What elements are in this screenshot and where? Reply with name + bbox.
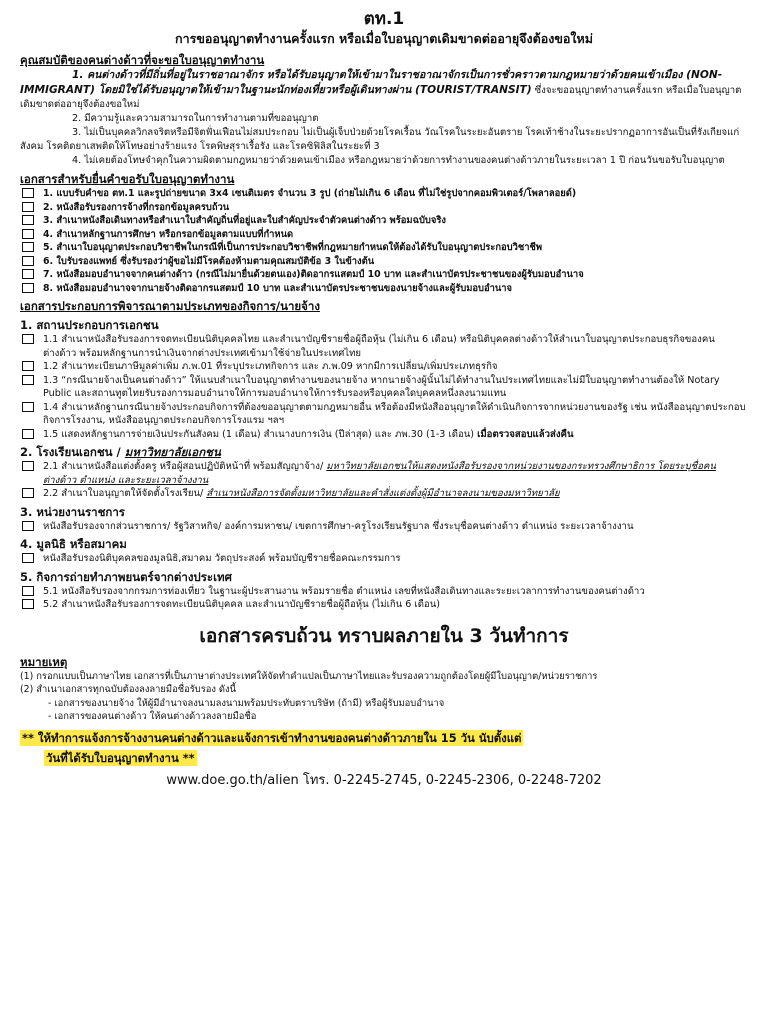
website-link[interactable]: www.doe.go.th/alien [166, 772, 299, 788]
checkbox-icon[interactable] [22, 256, 34, 266]
document-item: 4. สำเนาหลักฐานการศึกษา หรือกรอกข้อมูลตามแบบที่กำหนด [20, 228, 748, 242]
qualification-2: 2. มีความรู้และความสามารถในการทำงานตามที่ขออนุญาต [72, 113, 319, 124]
supporting-item: หนังสือรับรองจากส่วนราชการ/ รัฐวิสาหกิจ/ องค์การมหาชน/ เขตการศึกษา-ครูโรงเรียนรัฐบาล ซึ่งระบุชื่อคนต่างด้าว ตำแหน่ง ระยะเวลาจ้างงาน [20, 520, 748, 534]
document-item: 8. หนังสือมอบอำนาจจากนายจ้างติดอากรแสตมป์ 10 บาท และสำเนาบัตรประชาชนของนายจ้างและผู้รับมอบอำนาจ [20, 282, 748, 296]
checkbox-icon[interactable] [22, 215, 34, 225]
documents-heading: เอกสารสำหรับยื่นคำขอรับใบอนุญาตทำงาน [20, 172, 235, 186]
phone-numbers: โทร. 0-2245-2745, 0-2245-2306, 0-2248-7202 [298, 772, 602, 788]
supporting-item: 5.2 สำเนาหนังสือรับรองการจดทะเบียนนิติบุคคล และสำเนาบัญชีรายชื่อผู้ถือหุ้น (ไม่เกิน 6 เดือน) [20, 598, 748, 612]
note-1: (1) กรอกแบบเป็นภาษาไทย เอกสารที่เป็นภาษาต่างประเทศให้จัดทำคำแปลเป็นภาษาไทยและรับรองความถูกต้องโดยผู้มีใบอนุญาต/หน่วยราชการ [20, 670, 598, 682]
document-item: 1. แบบรับคำขอ ตท.1 และรูปถ่ายขนาด 3x4 เซนติเมตร จำนวน 3 รูป (ถ่ายไม่เกิน 6 เดือน ที่ไม่ใช่รูปจากคอมพิวเตอร์/โพลาลอยด์) [20, 187, 748, 201]
supporting-item: 1.4 สำเนาหลักฐานกรณีนายจ้างประกอบกิจการที่ต้องขออนุญาตตามกฎหมายอื่น หรือต้องมีหนังสืออนุญาตให้ดำเนินกิจการจากหน่วยงานของรัฐ เช่น หนังสืออนุญาตประกอบกิจการโรงงาน, หนังสืออนุญาตประกอบกิจการโรงแรม ฯลฯ [20, 401, 748, 428]
highlight-line-1: ** ให้ทำการแจ้งการจ้างงานคนต่างด้าวและแจ้งการเข้าทำงานของคนต่างด้าวภายใน 15 วัน นับตั้งแต่ [22, 730, 522, 745]
notification-highlight [20, 727, 748, 767]
note-2: (2) สำเนาเอกสารทุกฉบับต้องลงลายมือชื่อรับรอง ดังนี้ [20, 684, 237, 695]
section-private-business: 1. สถานประกอบการเอกชน [20, 318, 159, 332]
checkbox-icon[interactable] [22, 202, 34, 212]
supporting-item: 5.1 หนังสือรับรองจากกรมการท่องเที่ยว ในฐานะผู้ประสานงาน พร้อมรายชื่อ ตำแหน่ง เลขที่หนังสือเดินทางและระยะเวลาการทำงานของคนต่างด้าว [20, 585, 748, 599]
notes-heading: หมายเหตุ [20, 654, 68, 669]
documents-list [20, 187, 748, 295]
checkbox-icon[interactable] [22, 242, 34, 252]
document-item: 3. สำเนาหนังสือเดินทางหรือสำเนาใบสำคัญถิ่นที่อยู่และใบสำคัญประจำตัวคนต่างด้าว พร้อมฉบับจริง [20, 214, 748, 228]
checkbox-icon[interactable] [22, 283, 34, 293]
supporting-item: 2.2 สำเนาใบอนุญาตให้จัดตั้งโรงเรียน/ สำเนาหนังสือการจัดตั้งมหาวิทยาลัยและคำสั่งแต่งตั้งผู้มีอำนาจลงนามของมหาวิทยาลัย [20, 487, 748, 501]
qualification-1: 1. คนต่างด้าวที่มีถิ่นที่อยู่ในราชอาณาจักร หรือได้รับอนุญาตให้เข้ามาในราชอาณาจักรเป็นการชั่วคราวตามกฎหมายว่าด้วยคนเข้าเมือง (NON-IMMIGRANT) โดยมิใช่ได้รับอนุญาตให้เข้ามาในฐานะนักท่องเที่ยวหรือผู้เดินทางผ่าน (TOURIST/TRANSIT) ซึ่งจะขออนุญาตทำงานครั้งแรก หรือเมื่อใบอนุญาตเดิมขาดต่ออายุจึงต้องขอใหม่ [20, 69, 742, 110]
checkbox-icon[interactable] [22, 521, 34, 531]
supporting-item: 1.3 “กรณีนายจ้างเป็นคนต่างด้าว” ให้แนบสำเนาใบอนุญาตทำงานของนายจ้าง หากนายจ้างผู้นั้นไม่ได้ทำงานในประเทศไทยและไม่มีใบอนุญาตทำงานต้องให้ Notary Public และสถานทูตไทยรับรองการมอบอำนาจให้การมอบอำนาจให้การรับรองหรือบุคคลใดบุคคลหนึ่งลงนามแทน [20, 374, 748, 401]
section-government: 3. หน่วยงานราชการ [20, 504, 125, 519]
supporting-heading: เอกสารประกอบการพิจารณาตามประเภทของกิจการ/นายจ้าง [20, 299, 320, 313]
page-subtitle: การขออนุญาตทำงานครั้งแรก หรือเมื่อใบอนุญาตเดิมขาดต่ออายุจึงต้องขอใหม่ [175, 31, 593, 46]
highlight-line-2: วันที่ได้รับใบอนุญาตทำงาน ** [46, 750, 195, 765]
supporting-item: 2.1 สำเนาหนังสือแต่งตั้งครู หรือผู้สอนปฏิบัติหน้าที่ พร้อมสัญญาจ้าง/ มหาวิทยาลัยเอกชนให้แสดงหนังสือรับรองจากหน่วยงานของกระทรวงศึกษาธิการ โดยระบุชื่อคนต่างด้าว ตำแหน่ง และระยะเวลาจ้างงาน [20, 460, 748, 487]
qualifications-heading: คุณสมบัติของคนต่างด้าวที่จะขอใบอนุญาตทำงาน [20, 53, 265, 67]
section-private-school: 2. โรงเรียนเอกชน / มหาวิทยาลัยเอกชน [20, 445, 221, 459]
checkbox-icon[interactable] [22, 188, 34, 198]
form-code: ตท.1 [363, 9, 405, 29]
qualification-4: 4. ไม่เคยต้องโทษจำคุกในความผิดตามกฎหมายว่าด้วยคนเข้าเมือง หรือกฎหมายว่าด้วยการทำงานของคนต่างด้าวภายในระยะเวลา 1 ปี ก่อนวันขอรับใบอนุญาต [72, 155, 725, 166]
supporting-item: 1.1 สำเนาหนังสือรับรองการจดทะเบียนนิติบุคคลไทย และสำเนาบัญชีรายชื่อผู้ถือหุ้น (ไม่เกิน 6 เดือน) หรือนิติบุคคลต่างด้าวให้สำเนาใบอนุญาตประกอบธุรกิจของคนต่างด้าว พร้อมหลักฐานการนำเงินจากต่างประเทศเข้ามาใช้จ่ายในประเทศไทย [20, 333, 748, 360]
document-item: 5. สำเนาใบอนุญาตประกอบวิชาชีพในกรณีที่เป็นการประกอบวิชาชีพที่กฎหมายกำหนดให้ต้องได้รับใบอนุญาตประกอบวิชาชีพ [20, 241, 748, 255]
checkbox-icon[interactable] [22, 402, 34, 412]
document-item: 7. หนังสือมอบอำนาจจากคนต่างด้าว (กรณีไม่มายื่นด้วยตนเอง)ติดอากรแสตมป์ 10 บาท และสำเนาบัตรประชาชนของผู้รับมอบอำนาจ [20, 268, 748, 282]
document-item: 2. หนังสือรับรองการจ้างที่กรอกข้อมูลครบถ้วน [20, 201, 748, 215]
section-film: 5. กิจการถ่ายทำภาพยนตร์จากต่างประเทศ [20, 569, 232, 584]
checkbox-icon[interactable] [22, 586, 34, 596]
supporting-item: หนังสือรับรองนิติบุคคลของมูลนิธิ,สมาคม วัตถุประสงค์ พร้อมบัญชีรายชื่อคณะกรรมการ [20, 552, 748, 566]
supporting-item: 1.2 สำเนาทะเบียนภาษีมูลค่าเพิ่ม ภ.พ.01 ที่ระบุประเภทกิจการ และ ภ.พ.09 หากมีการเปลี่ยน/เพิ่มประเภทธุรกิจ [20, 360, 748, 374]
note-2a: - เอกสารของนายจ้าง ให้ผู้มีอำนาจลงนามลงนามพร้อมประทับตราบริษัท (ถ้ามี) หรือผู้รับมอบอำนาจ [48, 697, 445, 709]
checkbox-icon[interactable] [22, 461, 34, 471]
result-banner: เอกสารครบถ้วน ทราบผลภายใน 3 วันทำการ [199, 624, 569, 647]
contact-footer [20, 772, 748, 790]
supporting-item: 1.5 แสดงหลักฐานการจ่ายเงินประกันสังคม (1 เดือน) สำเนางบการเงิน (ปีล่าสุด) และ ภพ.30 (1-3 เดือน) เมื่อตรวจสอบแล้วส่งคืน [20, 428, 748, 442]
checkbox-icon[interactable] [22, 334, 34, 344]
checkbox-icon[interactable] [22, 429, 34, 439]
checkbox-icon[interactable] [22, 599, 34, 609]
checkbox-icon[interactable] [22, 553, 34, 563]
note-2b: - เอกสารของคนต่างด้าว ให้คนต่างด้าวลงลายมือชื่อ [48, 711, 257, 722]
document-item: 6. ใบรับรองแพทย์ ซึ่งรับรองว่าผู้ขอไม่มีโรคต้องห้ามตามคุณสมบัติข้อ 3 ในข้างต้น [20, 255, 748, 269]
checkbox-icon[interactable] [22, 488, 34, 498]
checkbox-icon[interactable] [22, 375, 34, 385]
section-foundation: 4. มูลนิธิ หรือสมาคม [20, 537, 127, 551]
checkbox-icon[interactable] [22, 269, 34, 279]
checkbox-icon[interactable] [22, 361, 34, 371]
qualification-3: 3. ไม่เป็นบุคคลวิกลจริตหรือมีจิตฟั่นเฟือนไม่สมประกอบ ไม่เป็นผู้เจ็บป่วยด้วยโรคเรื้อน วัณโรคในระยะอันตราย โรคเท้าช้างในระยะปรากฏอาการอันเป็นที่รังเกียจแก่สังคม โรคติดยาเสพติดให้โทษอย่างร้ายแรง โรคพิษสุราเรื้อรัง และโรคซิฟิลิสในระยะที่ 3 [20, 127, 740, 152]
checkbox-icon[interactable] [22, 229, 34, 239]
